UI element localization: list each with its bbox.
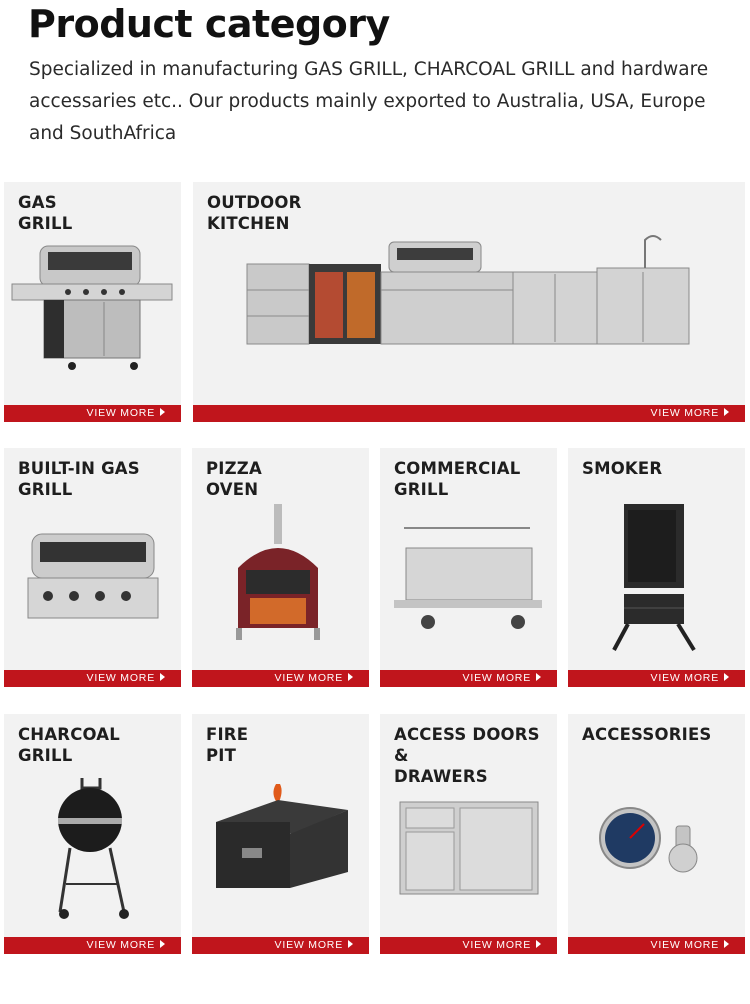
view-more-button[interactable]: VIEW MORE [192, 937, 369, 954]
category-label: FIRE PIT [206, 725, 249, 765]
category-card-built-in-gas-grill[interactable] [4, 448, 181, 687]
category-label: ACCESSORIES [582, 725, 712, 744]
arrow-right-icon [160, 408, 165, 416]
category-card-smoker[interactable] [568, 448, 745, 687]
category-card-outdoor-kitchen[interactable] [193, 182, 745, 422]
view-more-button[interactable]: VIEW MORE [568, 670, 745, 687]
smoker-image [568, 498, 745, 669]
view-more-button[interactable]: VIEW MORE [4, 670, 181, 687]
category-card-charcoal-grill[interactable] [4, 714, 181, 954]
arrow-right-icon [724, 940, 729, 948]
thermometer-image [568, 764, 745, 936]
view-more-button[interactable]: VIEW MORE [380, 670, 557, 687]
arrow-right-icon [536, 940, 541, 948]
category-label: PIZZA OVEN [206, 459, 262, 499]
arrow-right-icon [160, 673, 165, 681]
view-more-button[interactable]: VIEW MORE [380, 937, 557, 954]
category-card-accessories[interactable] [568, 714, 745, 954]
arrow-right-icon [724, 408, 729, 416]
view-more-button[interactable]: VIEW MORE [568, 937, 745, 954]
commercial-grill-image [380, 498, 557, 669]
category-label: GAS GRILL [18, 193, 73, 233]
category-card-fire-pit[interactable] [192, 714, 369, 954]
arrow-right-icon [724, 673, 729, 681]
arrow-right-icon [348, 940, 353, 948]
category-card-commercial-grill[interactable] [380, 448, 557, 687]
gas-grill-image [4, 232, 181, 404]
intro-text: Specialized in manufacturing GAS GRILL, CHARCOAL GRILL and hardware accessaries etc.. Our products mainly exported to Australia, USA, Europe and SouthAfrica [29, 59, 709, 144]
outdoor-kitchen-image [193, 232, 745, 404]
view-more-button[interactable]: VIEW MORE [4, 405, 181, 422]
view-more-button[interactable]: VIEW MORE [4, 937, 181, 954]
access-doors-image [380, 764, 557, 936]
arrow-right-icon [536, 673, 541, 681]
category-label: OUTDOOR KITCHEN [207, 193, 302, 233]
category-card-gas-grill[interactable] [4, 182, 181, 422]
fire-pit-image [192, 764, 369, 936]
pizza-oven-image [192, 498, 369, 669]
category-label: SMOKER [582, 459, 663, 478]
built-in-grill-image [4, 498, 181, 669]
page-title: Product category [28, 2, 390, 46]
charcoal-grill-image [4, 764, 181, 936]
category-label: CHARCOAL GRILL [18, 725, 120, 765]
category-label: BUILT-IN GAS GRILL [18, 459, 140, 499]
category-label: ACCESS DOORS & DRAWERS [394, 725, 540, 786]
arrow-right-icon [160, 940, 165, 948]
category-label: COMMERCIAL GRILL [394, 459, 521, 499]
arrow-right-icon [348, 673, 353, 681]
category-card-access-doors-drawers[interactable] [380, 714, 557, 954]
category-card-pizza-oven[interactable] [192, 448, 369, 687]
view-more-button[interactable]: VIEW MORE [192, 670, 369, 687]
view-more-button[interactable]: VIEW MORE [193, 405, 745, 422]
